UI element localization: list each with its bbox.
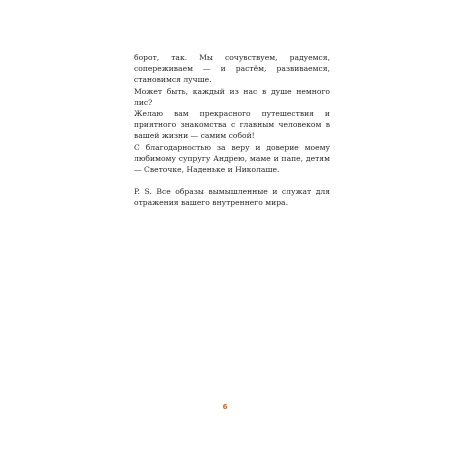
paragraph-3: Желаю вам прекрасного путешествия и приятного знакомства с главным человеком в вашей жизни — самим собой! (134, 109, 330, 141)
paragraph-gap (134, 175, 330, 186)
postscript: P. S. Все образы вымышленные и служат для отражения вашего внутреннего мира. (134, 187, 330, 208)
paragraph-2: Может быть, каждый из нас в душе немного лис? (134, 86, 330, 107)
page-number: 6 (222, 403, 228, 411)
paragraph-1: борот, так. Мы сочувствуем, радуемся, сопереживаем — и растём, развиваемся, становимся лучше. (134, 53, 330, 85)
body-text (134, 52, 330, 209)
paragraph-4: С благодарностью за веру и доверие моему любимому супругу Андрею, маме и папе, детям — Светочке, Наденьке и Николаше. (134, 142, 330, 175)
